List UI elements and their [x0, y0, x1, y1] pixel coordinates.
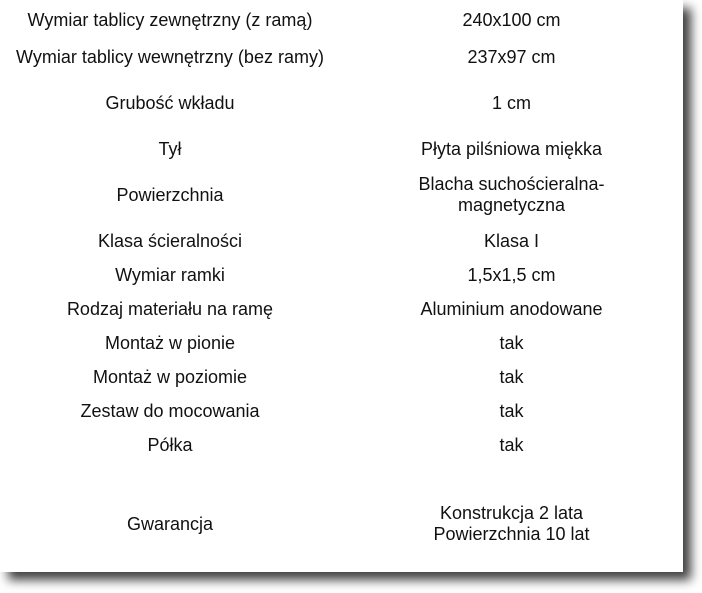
row-value: Aluminium anodowane	[420, 298, 603, 319]
row-value: 237x97 cm	[467, 46, 556, 67]
table-row	[0, 292, 683, 326]
table-row	[0, 428, 683, 462]
row-value: tak	[499, 434, 524, 455]
row-label: Wymiar tablicy zewnętrzny (z ramą)	[27, 9, 313, 30]
table-row	[0, 258, 683, 292]
table-row	[0, 40, 683, 74]
table-row	[0, 326, 683, 360]
row-label: Gwarancja	[126, 513, 214, 534]
table-row	[0, 224, 683, 258]
row-label: Wymiar ramki	[115, 264, 225, 285]
row-label: Rodzaj materiału na ramę	[66, 298, 274, 319]
row-value: 1,5x1,5 cm	[467, 264, 556, 285]
table-row	[0, 166, 683, 224]
row-value: tak	[499, 400, 524, 421]
row-value: Konstrukcja 2 lata Powierzchnia 10 lat	[433, 503, 590, 544]
row-label: Grubość wkładu	[105, 92, 235, 113]
table-row	[0, 0, 683, 40]
table-row	[0, 462, 683, 586]
row-label: Montaż w pionie	[104, 332, 236, 353]
row-value: tak	[499, 332, 524, 353]
row-label: Tył	[158, 138, 182, 159]
row-value: tak	[499, 366, 524, 387]
row-label: Powierzchnia	[116, 184, 224, 205]
row-label: Klasa ścieralności	[97, 230, 243, 251]
row-value: Klasa I	[483, 230, 540, 251]
table-row	[0, 360, 683, 394]
row-label: Zestaw do mocowania	[80, 400, 260, 421]
row-value: Płyta pilśniowa miękka	[420, 138, 603, 159]
row-value: 1 cm	[491, 92, 531, 113]
row-label: Wymiar tablicy wewnętrzny (bez ramy)	[16, 46, 324, 67]
row-label: Półka	[147, 434, 193, 455]
row-value: 240x100 cm	[462, 9, 561, 30]
table-row	[0, 132, 683, 166]
row-label: Montaż w poziomie	[92, 366, 248, 387]
table-row	[0, 394, 683, 428]
table-row	[0, 74, 683, 132]
row-value: Blacha suchościeralna- magnetyczna	[418, 174, 605, 215]
